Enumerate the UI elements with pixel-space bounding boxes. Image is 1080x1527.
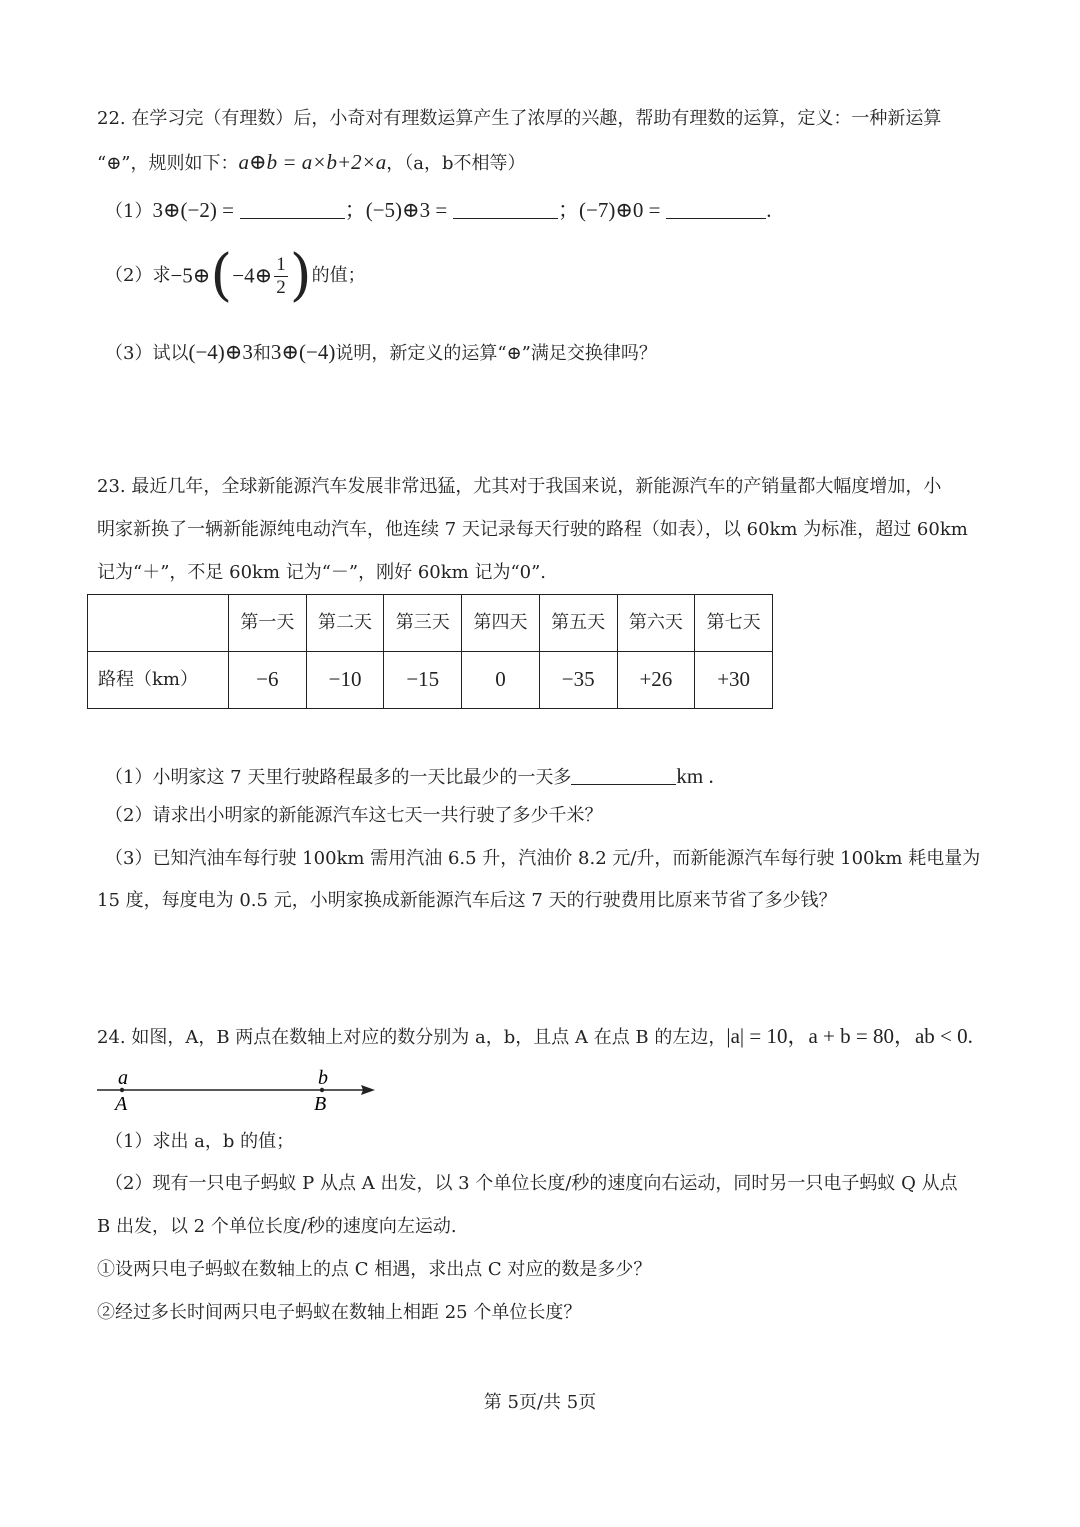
q22-rule [97,150,526,175]
table-row [88,652,773,709]
q22-p1-expr1: 3⊕(−2) = [152,198,234,222]
table-header-cell: 第一天 [229,595,307,652]
q22-intro: 22. 在学习完（有理数）后，小奇对有理数运算产生了浓厚的兴趣，帮助有理数的运算，定义：一种新运算 [97,108,942,129]
answer-blank-1[interactable] [240,200,345,219]
label-a: a [118,1067,128,1089]
table-header-cell: 第六天 [617,595,695,652]
q24-part2-line1: （2）现有一只电子蚂蚁 P 从点 A 出发，以 3 个单位长度/秒的速度向右运动，同时另一只电子蚂蚁 Q 从点 [105,1173,958,1194]
q22-p1-expr2: ；(−5)⊕3 = [344,198,448,222]
right-paren: ) [289,243,312,308]
point-A-label: A [115,1093,128,1115]
fraction-one-half [274,254,288,299]
q24-line1 [97,1024,973,1049]
answer-blank-4[interactable] [571,766,676,785]
number-line-arrowhead [361,1085,375,1095]
q23-p1-text: （1）小明家这 7 天里行驶路程最多的一天比最少的一天多 [105,767,572,788]
q22-p3-suffix: 说明，新定义的运算“⊕”满足交换律吗？ [335,343,657,364]
table-cell: −15 [384,652,462,709]
q23-line3: 记为“＋”，不足 60km 记为“－”，刚好 60km 记为“0”. [97,562,547,583]
left-paren: ( [210,243,233,308]
q23-part3-line1: （3）已知汽油车每行驶 100km 需用汽油 6.5 升，汽油价 8.2 元/升，而新能源汽车每行驶 100km 耗电量为 [105,848,981,869]
q24-part1: （1）求出 a，b 的值； [105,1131,295,1152]
q23-p1-unit: km . [676,764,714,788]
q23-part3-line2: 15 度，每度电为 0.5 元，小明家换成新能源汽车后这 7 天的行驶费用比原来节省了多少钱？ [97,890,837,911]
q23-part1 [105,764,714,789]
table-header-cell: 第三天 [384,595,462,652]
table-cell: +26 [617,652,695,709]
fraction-denominator: 2 [276,276,286,298]
q22-part2 [105,243,366,308]
q22-p3-expr2: 3⊕(−4) [270,340,336,364]
q24-line1-text: 24. 如图，A，B 两点在数轴上对应的数分别为 a，b，且点 A 在点 B 的左边， [97,1027,727,1048]
table-header-cell: 第四天 [462,595,540,652]
q22-p2-label: （2）求 [105,265,171,287]
q24-sub1: ①设两只电子蚂蚁在数轴上的点 C 相遇，求出点 C 对应的数是多少？ [97,1259,652,1280]
q22-rule-prefix: “⊕”，规则如下： [97,153,239,174]
q22-p2-expr-b: −4⊕ [232,263,273,288]
q22-p3-mid: 和 [252,343,271,364]
point-B-label: B [314,1093,327,1115]
q22-rule-formula: a⊕b = a×b+2×a [238,150,387,174]
q23-line2: 明家新换了一辆新能源纯电动汽车，他连续 7 天记录每天行驶的路程（如表），以 60km 为标准，超过 60km [97,519,968,540]
table-cell: 0 [462,652,540,709]
q24-line1-math: |a| = 10，a + b = 80，ab < 0. [726,1024,973,1048]
table-corner-cell [88,595,229,652]
number-line-figure [95,1066,385,1118]
table-header-cell: 第七天 [695,595,773,652]
table-header-cell: 第五天 [539,595,617,652]
page-footer: 第 5页/共 5页 [483,1392,597,1413]
q22-p3-expr1: (−4)⊕3 [188,340,253,364]
table-header-cell: 第二天 [306,595,384,652]
mileage-table [87,594,773,709]
answer-blank-3[interactable] [666,200,766,219]
q22-part3 [105,340,657,365]
q22-p3-label: （3）试以 [105,343,189,364]
q22-p1-expr3: ；(−7)⊕0 = [557,198,661,222]
table-cell: +30 [695,652,773,709]
q22-p1-label: （1） [105,201,153,222]
answer-blank-2[interactable] [453,200,558,219]
q24-part2-line2: B 出发，以 2 个单位长度/秒的速度向左运动. [97,1216,457,1237]
label-b: b [318,1067,328,1089]
table-cell: −10 [306,652,384,709]
q22-part1: （1）3⊕(−2) = ；(−5)⊕3 = ；(−7)⊕0 = . [105,198,772,222]
table-cell: −6 [229,652,307,709]
table-row-header: 路程（km） [88,652,229,709]
q23-line1: 23. 最近几年，全球新能源汽车发展非常迅猛，尤其对于我国来说，新能源汽车的产销量都大幅度增加，小 [97,476,942,497]
q23-part2: （2）请求出小明家的新能源汽车这七天一共行驶了多少千米？ [105,805,603,826]
fraction-numerator: 1 [276,253,286,275]
q22-rule-suffix: ，（a，b不相等） [386,153,526,174]
q22-p2-expr-a: −5⊕ [170,263,211,288]
q24-sub2: ②经过多长时间两只电子蚂蚁在数轴上相距 25 个单位长度？ [97,1302,582,1323]
table-cell: −35 [539,652,617,709]
table-header-row [88,595,773,652]
q22-p2-suffix: 的值； [311,265,366,287]
